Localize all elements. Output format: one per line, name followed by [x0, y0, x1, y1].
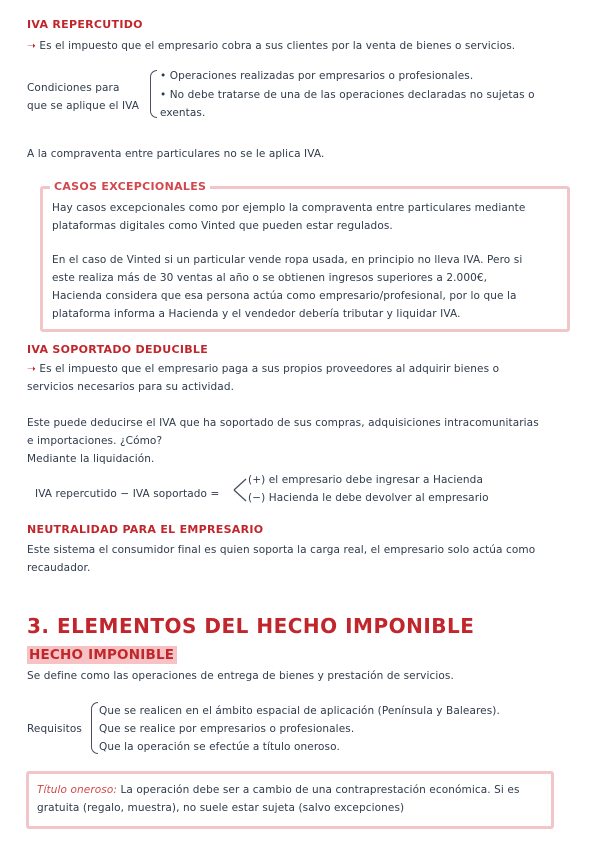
section-title-iva-repercutido: IVA REPERCUTIDO: [27, 18, 143, 31]
exceptional-p1-line2: plataformas digitales como Vinted que pueden estar regulados.: [52, 220, 393, 232]
hecho-imponible-label: HECHO IMPONIBLE: [27, 646, 177, 664]
brace-icon: [91, 702, 98, 754]
definition-iva-soportado-line1: [27, 360, 499, 378]
brace-icon: [150, 70, 157, 118]
section-3-title: 3. ELEMENTOS DEL HECHO IMPONIBLE: [27, 614, 475, 638]
conditions-label-line1: Condiciones para: [27, 82, 120, 94]
definition-iva-repercutido: [27, 37, 515, 55]
neutrality-line2: recaudador.: [27, 562, 91, 574]
arrow-right-icon: ➝: [27, 363, 36, 375]
titulo-oneroso-line2: gratuita (regalo, muestra), no suele estar sujeta (salvo excepciones): [37, 802, 405, 814]
definition-iva-soportado-line2: servicios necesarios para su actividad.: [27, 381, 235, 393]
condition-item-2-cont: exentas.: [160, 107, 206, 119]
section-title-iva-soportado: IVA SOPORTADO DEDUCIBLE: [27, 343, 209, 356]
deduction-line1: Este puede deducirse el IVA que ha soportado de sus compras, adquisiciones intracomunitarias: [27, 417, 539, 429]
exceptional-p2-line4: plataforma informa a Hacienda y el vendedor debería tributar y liquidar IVA.: [52, 308, 461, 320]
requisito-3: Que la operación se efectúe a título oneroso.: [99, 741, 340, 753]
exceptional-p2-line2: este realiza más de 30 ventas al año o se obtienen ingresos superiores a 2.000€,: [52, 272, 488, 284]
exceptional-p2-line1: En el caso de Vinted si un particular vende ropa usada, en principio no lleva IVA. Pero si: [52, 254, 523, 266]
note-particulares: A la compraventa entre particulares no se le aplica IVA.: [27, 148, 325, 160]
titulo-oneroso-text: La operación debe ser a cambio de una contraprestación económica. Si es: [117, 784, 520, 796]
deduction-line2: e importaciones. ¿Cómo?: [27, 435, 163, 447]
result-positive: (+) el empresario debe ingresar a Hacienda: [248, 474, 483, 486]
exceptional-p2-line3: Hacienda considera que esa persona actúa como empresario/profesional, por lo que la: [52, 290, 517, 302]
definition-text: Es el impuesto que el empresario cobra a sus clientes por la venta de bienes o servicios.: [39, 40, 516, 52]
condition-item-2: • No debe tratarse de una de las operaciones declaradas no sujetas o: [160, 89, 535, 101]
result-negative: (−) Hacienda le debe devolver al empresario: [248, 492, 489, 504]
exceptional-p1-line1: Hay casos excepcionales como por ejemplo la compraventa entre particulares mediante: [52, 202, 526, 214]
definition-text: Es el impuesto que el empresario paga a sus propios proveedores al adquirir bienes o: [39, 363, 500, 375]
exceptional-cases-title: CASOS EXCEPCIONALES: [50, 180, 210, 193]
split-arrows-icon: [232, 476, 248, 504]
deduction-line3: Mediante la liquidación.: [27, 453, 155, 465]
liquidation-formula: IVA repercutido − IVA soportado =: [35, 488, 220, 500]
titulo-oneroso-line1: [37, 781, 520, 799]
requisito-2: Que se realice por empresarios o profesionales.: [99, 723, 355, 735]
hecho-imponible-definition: Se define como las operaciones de entrega de bienes y prestación de servicios.: [27, 670, 454, 682]
titulo-oneroso-label: Título oneroso:: [37, 784, 117, 796]
requisito-1: Que se realicen en el ámbito espacial de aplicación (Península y Baleares).: [99, 705, 500, 717]
conditions-label-line2: que se aplique el IVA: [27, 100, 140, 112]
section-title-neutralidad: NEUTRALIDAD PARA EL EMPRESARIO: [27, 523, 264, 536]
hecho-imponible-heading: [27, 644, 177, 663]
arrow-right-icon: ➝: [27, 40, 36, 52]
condition-item-1: • Operaciones realizadas por empresarios o profesionales.: [160, 70, 474, 82]
neutrality-line1: Este sistema el consumidor final es quien soporta la carga real, el empresario solo actúa como: [27, 544, 536, 556]
requisitos-label: Requisitos: [27, 723, 82, 735]
